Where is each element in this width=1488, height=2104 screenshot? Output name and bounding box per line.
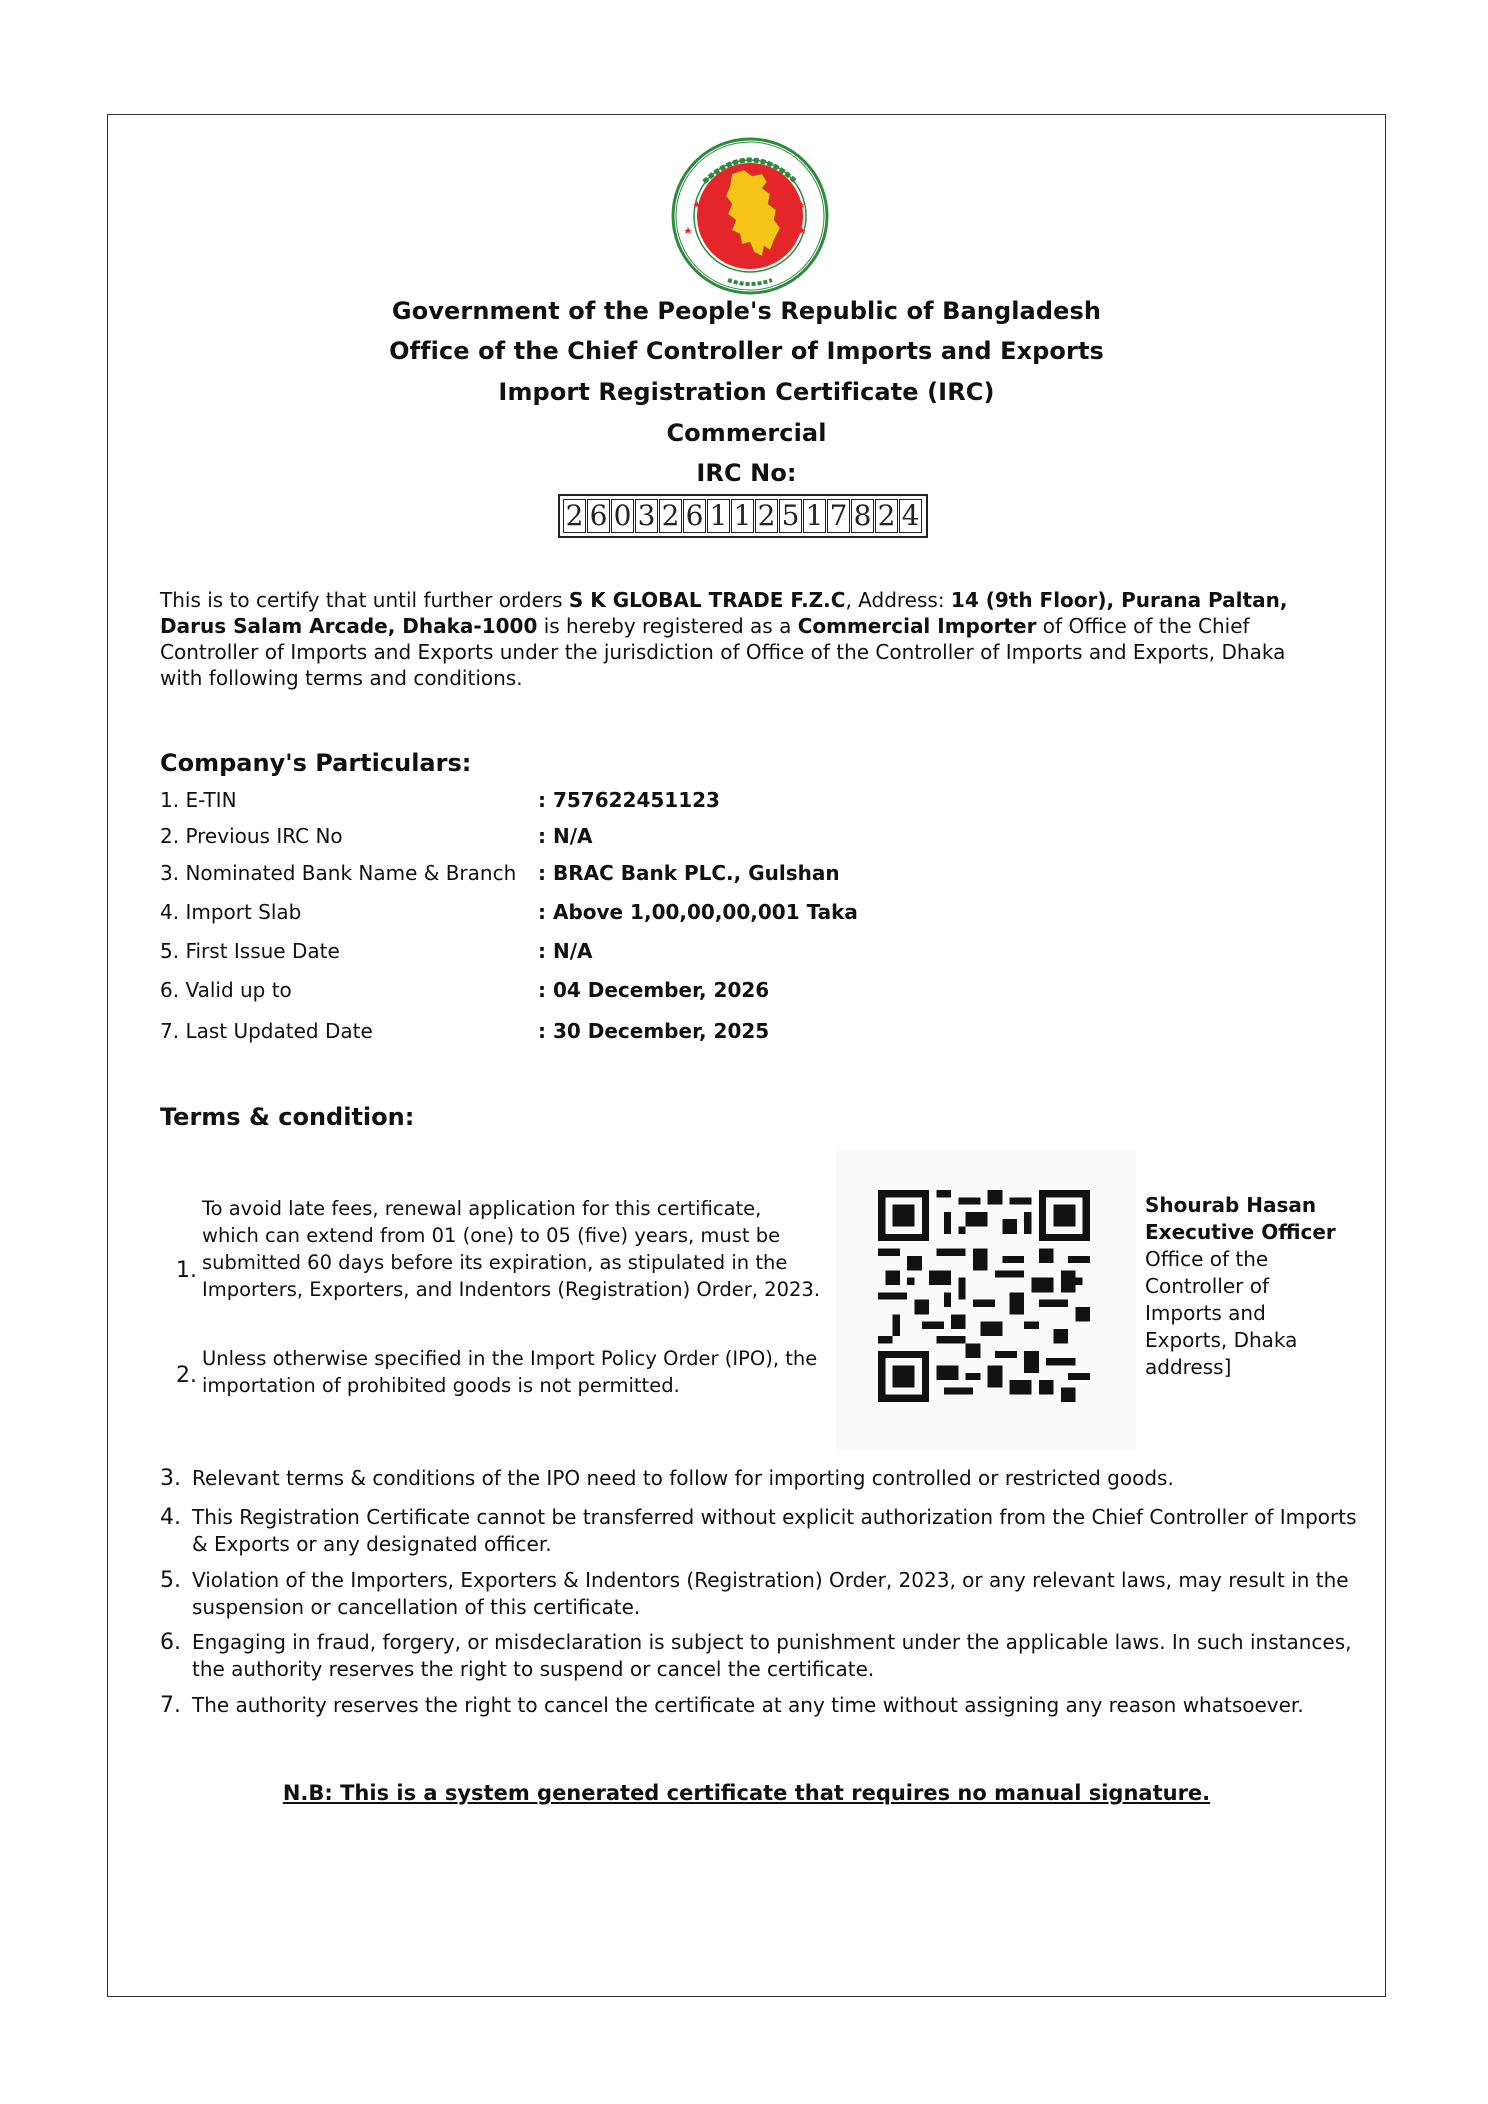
particular-value: : BRAC Bank PLC., Gulshan <box>538 861 840 885</box>
term-number: 7. <box>160 1693 181 1718</box>
signer-title: Executive Officer <box>1145 1220 1336 1244</box>
company-address: 14 (9th Floor), Purana Paltan, Darus Salam Arcade, Dhaka-1000 <box>160 588 1288 638</box>
particular-label: 5. First Issue Date <box>160 939 340 963</box>
irc-digit: 6 <box>587 499 610 533</box>
term-number: 2. <box>176 1363 197 1388</box>
term-text: Unless otherwise specified in the Import Policy Order (IPO), the importation of prohibited goods is not permitted. <box>202 1347 818 1397</box>
irc-digit: 4 <box>899 499 922 533</box>
registration-role: Commercial Importer <box>797 614 1037 638</box>
company-name: S K GLOBAL TRADE F.Z.C <box>568 588 846 612</box>
particular-label: 7. Last Updated Date <box>160 1019 373 1043</box>
qr-code-icon <box>878 1190 1090 1402</box>
irc-digit: 3 <box>635 499 658 533</box>
certification-paragraph: This is to certify that until further orders S K GLOBAL TRADE F.Z.C, Address: 14 (9th Floor), Purana Paltan, Darus Salam Arcade, Dhaka-1000 is hereby registered as a Commercial Importer of Office of the Chief Controller of Imports and Exports under the jurisdiction of Office of the Controller of Imports and Exports, Dhaka with following terms and conditions. <box>160 588 1288 690</box>
particular-label: 3. Nominated Bank Name & Branch <box>160 861 517 885</box>
irc-digit: 1 <box>803 499 826 533</box>
term-number: 1. <box>176 1258 197 1283</box>
government-seal-icon <box>670 136 830 296</box>
irc-digit: 2 <box>875 499 898 533</box>
irc-digit: 2 <box>755 499 778 533</box>
term-number: 5. <box>160 1568 181 1593</box>
system-generated-note: N.B: This is a system generated certificate that requires no manual signature. <box>282 1781 1211 1805</box>
irc-number-boxes <box>558 494 928 538</box>
particular-label: 1. E-TIN <box>160 788 237 812</box>
term-number: 4. <box>160 1505 181 1530</box>
term-number: 3. <box>160 1466 181 1491</box>
irc-digit: 2 <box>563 499 586 533</box>
term-number: 6. <box>160 1630 181 1655</box>
particular-label: 4. Import Slab <box>160 900 302 924</box>
terms-heading: Terms & condition: <box>160 1103 415 1131</box>
irc-digit: 1 <box>707 499 730 533</box>
irc-digit: 6 <box>683 499 706 533</box>
particular-value: : N/A <box>538 939 593 963</box>
irc-number-label: IRC No: <box>696 459 797 487</box>
term-text: Engaging in fraud, forgery, or misdeclaration is subject to punishment under the applicable laws. In such instances, the authority reserves the right to suspend or cancel the certificate. <box>192 1630 1352 1681</box>
term-text: Relevant terms & conditions of the IPO need to follow for importing controlled or restricted goods. <box>192 1466 1174 1490</box>
term-text: This Registration Certificate cannot be transferred without explicit authorization from the Chief Controller of Imports & Exports or any designated officer. <box>192 1505 1357 1556</box>
particular-label: 2. Previous IRC No <box>160 824 343 848</box>
particular-value: : N/A <box>538 824 593 848</box>
signer-office: Office of the Controller of Imports and Exports, Dhaka address] <box>1145 1247 1298 1379</box>
particular-value: : 04 December, 2026 <box>538 978 770 1002</box>
certificate-title: Import Registration Certificate (IRC) <box>498 378 995 406</box>
irc-digit: 0 <box>611 499 634 533</box>
government-title: Government of the People's Republic of Bangladesh <box>391 297 1102 325</box>
certificate-category: Commercial <box>666 419 827 447</box>
office-title: Office of the Chief Controller of Imports and Exports <box>389 337 1104 365</box>
irc-digit: 8 <box>851 499 874 533</box>
term-text: The authority reserves the right to cancel the certificate at any time without assigning any reason whatsoever. <box>192 1693 1304 1717</box>
particulars-heading: Company's Particulars: <box>160 749 472 777</box>
particular-label: 6. Valid up to <box>160 978 292 1002</box>
signer-name: Shourab Hasan <box>1145 1193 1317 1217</box>
particular-value: : 757622451123 <box>538 788 720 812</box>
term-text: Violation of the Importers, Exporters & Indentors (Registration) Order, 2023, or any relevant laws, may result in the suspension or cancellation of this certificate. <box>192 1568 1349 1619</box>
particular-value: : 30 December, 2025 <box>538 1019 770 1043</box>
term-text: To avoid late fees, renewal application for this certificate, which can extend from 01 (one) to 05 (five) years, must be submitted 60 days before its expiration, as stipulated in the Importers, Exporters, and Indentors (Registration) Order, 2023. <box>202 1197 821 1301</box>
irc-digit: 5 <box>779 499 802 533</box>
irc-digit: 1 <box>731 499 754 533</box>
irc-digit: 2 <box>659 499 682 533</box>
particular-value: : Above 1,00,00,00,001 Taka <box>538 900 858 924</box>
irc-digit: 7 <box>827 499 850 533</box>
signatory-block <box>1145 1192 1345 1381</box>
